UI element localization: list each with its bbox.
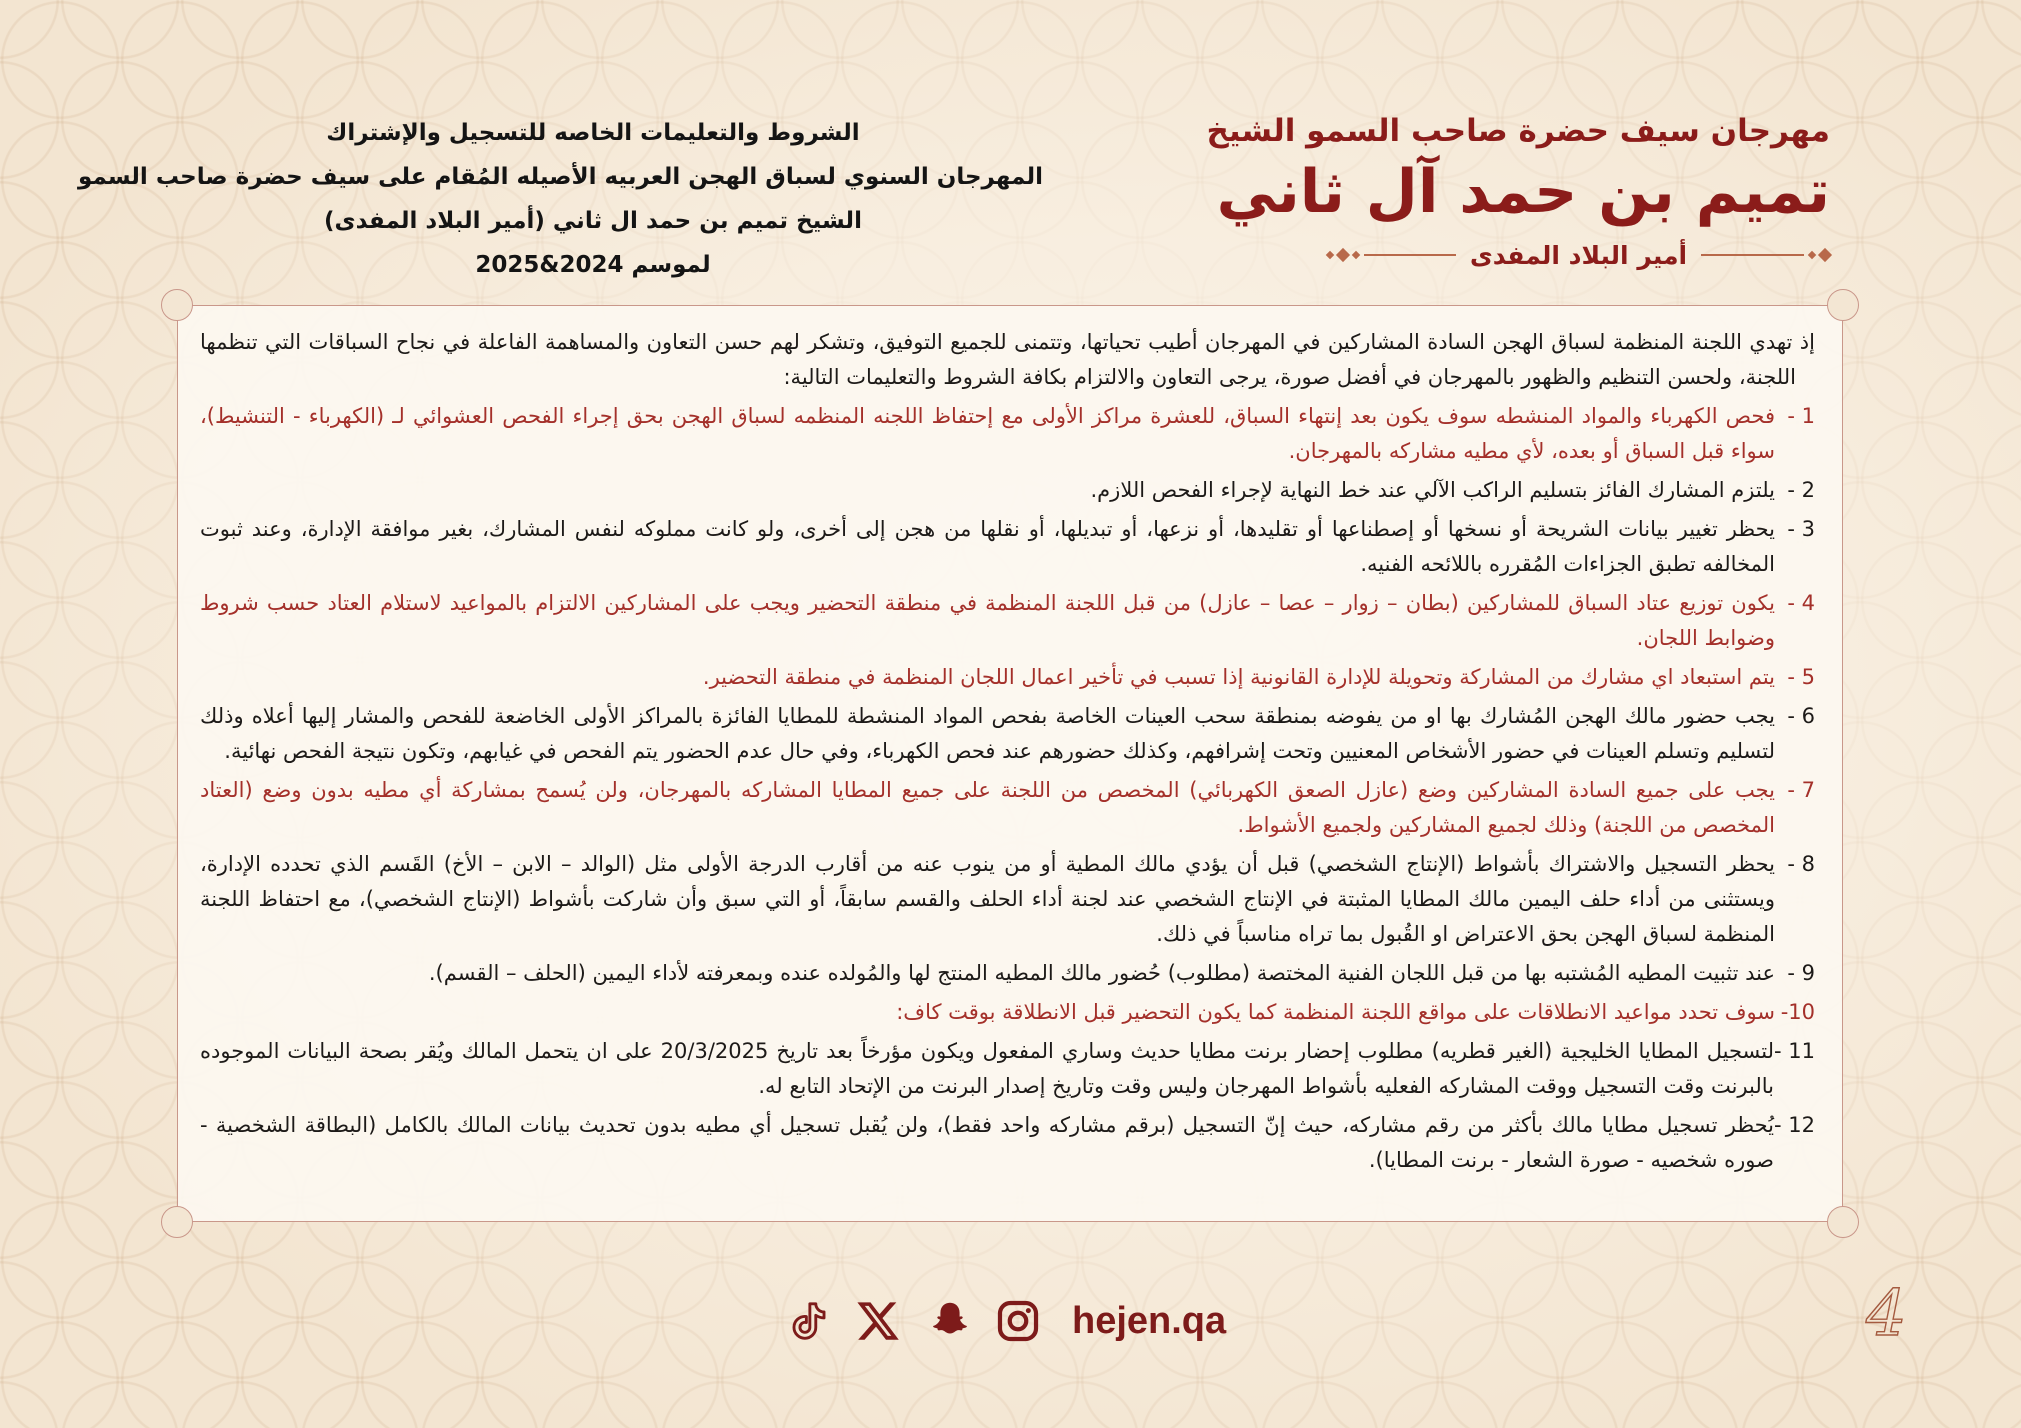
item-text: يُحظر تسجيل مطايا مالك بأكثر من رقم مشاركه، حيث إنّ التسجيل (برقم مشاركه واحد فقط)، ولن يُقبل تسجيل أي مطيه بدون تحديث بيانات المالك بالكامل (البطاقة الشخصية - صوره شخصيه - صورة الشعار - برنت المطايا). bbox=[200, 1113, 1774, 1172]
diamond-ornament-icon bbox=[1336, 248, 1350, 262]
item-number: 1 - bbox=[1787, 404, 1815, 428]
list-item bbox=[200, 586, 1815, 656]
item-text: لتسجيل المطايا الخليجية (الغير قطريه) مطلوب إحضار برنت مطايا حديث وساري المفعول ويكون مؤرخاً بعد تاريخ 20/3/2025 على ان يتحمل المالك ويُقر بصحة البيانات الموجوده بالبرنت وقت التسجيل ووقت المشاركه الفعليه بأشواط المهرجان وليس وقت وتاريخ إصدار البرنت من الإتحاد التابع له. bbox=[200, 1039, 1774, 1098]
item-text: يتم استبعاد اي مشارك من المشاركة وتحويلة للإدارة القانونية إذا تسبب في تأخير اعمال اللجان المنظمة في منطقة التحضير. bbox=[702, 665, 1775, 689]
frame-corner-ornament bbox=[1827, 289, 1859, 321]
conditions-heading-line: الشيخ تميم بن حمد ال ثاني (أمير البلاد المفدى) bbox=[324, 208, 862, 234]
ornament-divider-right bbox=[1701, 250, 1830, 260]
list-item bbox=[200, 699, 1815, 769]
item-text: يكون توزيع عتاد السباق للمشاركين (بطان – زوار – عصا – عازل) من قبل اللجنة المنظمة في منطقة التحضير ويجب على المشاركين الالتزام بالمواعيد لاستلام العتاد حسب شروط وضوابط اللجان. bbox=[200, 591, 1775, 650]
item-text: يجب حضور مالك الهجن المُشارك بها او من يفوضه بمنطقة سحب العينات الخاصة بفحص المواد المنشطة للمطايا الفائزة بالمراكز الأولى الخاضعة للفحص والمشار إليها أعلاه وذلك لتسليم وتسلم العينات في حضور الأشخاص المعنيين وتحت إشرافهم، وكذلك حضورهم عند فحص الكهرباء، وفي حال عدم الحضور يتم الفحص في غيابهم، وتكون نتيجة الفحص نهائية. bbox=[200, 704, 1775, 763]
item-text: عند تثبيت المطيه المُشتبه بها من قبل اللجان الفنية المختصة (مطلوب) حُضور مالك المطيه المنتج لها والمُولده عنده وبمعرفته لأداء اليمين (الحلف – القسم). bbox=[428, 961, 1775, 985]
item-number: 11 - bbox=[1774, 1039, 1815, 1063]
list-item bbox=[200, 1034, 1815, 1104]
item-number: 10- bbox=[1780, 1000, 1815, 1024]
diamond-ornament-icon bbox=[1352, 251, 1360, 259]
list-item bbox=[200, 1108, 1815, 1178]
sheikh-name-title: تميم بن حمد آل ثاني bbox=[1216, 157, 1830, 227]
item-text: يحظر التسجيل والاشتراك بأشواط (الإنتاج الشخصي) قبل أن يؤدي مالك المطية أو من ينوب عنه من أقارب الدرجة الأولى مثل (الوالد – الابن – الأخ) القَسم الذي تحدده الإدارة، ويستثنى من أداء حلف اليمين مالك المطايا المثبتة في الإنتاج الشخصي عند لجنة أداء الحلف والقسم سابقاً، أو التي سبق وأن شاركت بأشواط (الإنتاج الشخصي)، مع احتفاظ اللجنة المنظمة لسباق الهجن بحق الاعتراض او القُبول بما تراه مناسباً في ذلك. bbox=[200, 852, 1775, 946]
item-number: 3 - bbox=[1787, 517, 1815, 541]
ornament-line bbox=[1701, 254, 1804, 256]
instagram-icon bbox=[995, 1298, 1041, 1344]
list-item bbox=[200, 399, 1815, 469]
list-item bbox=[200, 773, 1815, 843]
item-text: يجب على جميع السادة المشاركين وضع (عازل الصعق الكهربائي) المخصص من اللجنة على جميع المطايا المشاركه بالمهرجان، ولن يُسمح بمشاركة أي مطيه بدون وضع (العتاد المخصص من اللجنة) وذلك لجميع المشاركين ولجميع الأشواط. bbox=[200, 778, 1775, 837]
item-text: فحص الكهرباء والمواد المنشطه سوف يكون بعد إنتهاء السباق، للعشرة مراكز الأولى مع إحتفاظ اللجنه المنظمه لسباق الهجن بحق إجراء الفحص العشوائي لـ (الكهرباء - التنشيط)، سواء قبل السباق أو بعده، لأي مطيه مشاركه بالمهرجان. bbox=[200, 404, 1775, 463]
item-number: 4 - bbox=[1787, 591, 1815, 615]
list-item bbox=[200, 995, 1815, 1030]
item-number: 8 - bbox=[1787, 852, 1815, 876]
item-number: 5 - bbox=[1787, 665, 1815, 689]
list-item bbox=[200, 660, 1815, 695]
item-text: يحظر تغيير بيانات الشريحة أو نسخها أو إصطناعها أو تقليدها، أو نزعها، أو تبديلها، أو نقلها من هجن إلى أخرى، ولو كانت مملوكه لنفس المشارك، بغير موافقة الإدارة، وعند ثبوت المخالفه تطبق الجزاءات المُقرره باللائحه الفنيه. bbox=[200, 517, 1775, 576]
conditions-heading-line: المهرجان السنوي لسباق الهجن العربيه الأصيله المُقام على سيف حضرة صاحب السمو bbox=[78, 164, 1043, 190]
terms-box bbox=[177, 305, 1843, 1222]
frame-corner-ornament bbox=[161, 1206, 193, 1238]
conditions-heading-line: الشروط والتعليمات الخاصه للتسجيل والإشتراك bbox=[326, 120, 860, 146]
season-line: لموسم 2024&2025 bbox=[475, 252, 711, 278]
title-ornament-row bbox=[1327, 238, 1830, 272]
item-text: سوف تحدد مواعيد الانطلاقات على مواقع اللجنة المنظمة كما يكون التحضير قبل الانطلاقة بوقت كاف: bbox=[896, 1000, 1775, 1024]
conditions-heading bbox=[78, 111, 1043, 287]
list-item bbox=[200, 512, 1815, 582]
item-number: 9 - bbox=[1787, 961, 1815, 985]
diamond-ornament-icon bbox=[1818, 248, 1832, 262]
list-item bbox=[200, 847, 1815, 952]
ornament-line bbox=[1364, 254, 1456, 256]
frame-corner-ornament bbox=[161, 289, 193, 321]
item-number: 2 - bbox=[1787, 478, 1815, 502]
diamond-ornament-icon bbox=[1808, 251, 1816, 259]
item-text: يلتزم المشارك الفائز بتسليم الراكب الآلي عند خط النهاية لإجراء الفحص اللازم. bbox=[1090, 478, 1775, 502]
list-item bbox=[200, 473, 1815, 508]
website-link: hejen.qa bbox=[1072, 1300, 1227, 1342]
item-number: 12 - bbox=[1774, 1113, 1815, 1137]
intro-paragraph: إذ تهدي اللجنة المنظمة لسباق الهجن السادة المشاركين في المهرجان أطيب تحياتها، وتتمنى للجميع التوفيق، وتشكر لهم حسن التعاون والمساهمة الفاعلة في نجاح السباقات التي تنظمها اللجنة، ولحسن التنظيم والظهور بالمهرجان في أفضل صورة، يرجى التعاون والالتزام بكافة الشروط والتعليمات التالية: bbox=[200, 330, 1815, 389]
festival-title: مهرجان سيف حضرة صاحب السمو الشيخ bbox=[1206, 113, 1830, 149]
item-number: 7 - bbox=[1787, 778, 1815, 802]
frame-corner-ornament bbox=[1827, 1206, 1859, 1238]
emir-title: أمير البلاد المفدى bbox=[1469, 240, 1688, 270]
tiktok-icon bbox=[786, 1298, 832, 1344]
x-icon bbox=[855, 1298, 901, 1344]
snapchat-icon bbox=[927, 1298, 973, 1344]
item-number: 6 - bbox=[1787, 704, 1815, 728]
diamond-ornament-icon bbox=[1326, 251, 1334, 259]
terms-list bbox=[200, 399, 1815, 1178]
ornament-divider-left bbox=[1327, 250, 1456, 260]
page-number: 4 bbox=[1866, 1277, 1907, 1351]
list-item bbox=[200, 956, 1815, 991]
